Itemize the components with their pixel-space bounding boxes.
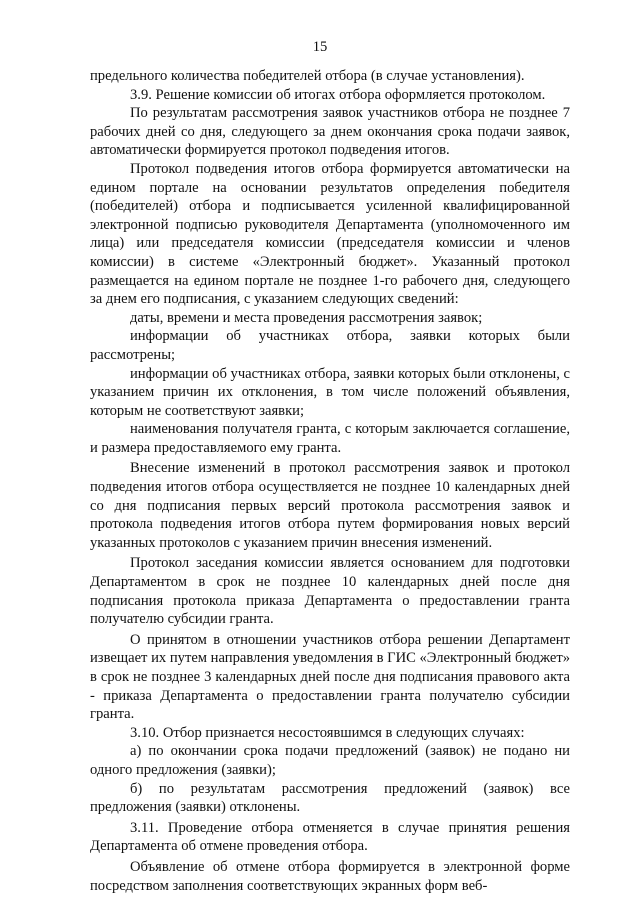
list-item-all-rejected: б) по результатам рассмотрения предложений (заявок) все предложения (заявки) отклонены.: [90, 780, 570, 816]
page-number: 15: [312, 39, 328, 55]
list-item-dates: даты, времени и места проведения рассмотрения заявок;: [130, 309, 483, 326]
paragraph-protocol-changes: Внесение изменений в протокол рассмотрения заявок и протокол подведения итогов отбора осуществляется не позднее 10 календарных дней со дня подписания первых версий протокола рассмотрения заявок и протокола подведения итогов отбора путем формирования новых версий указанных протоколов с указанием причин внесения изменений.: [90, 460, 570, 551]
paragraph-cancellation-notice: Объявление об отмене отбора формируется в электронной форме посредством заполнения соответствующих экранных форм веб-: [90, 858, 570, 894]
paragraph-3-10: 3.10. Отбор признается несостоявшимся в следующих случаях:: [130, 724, 525, 741]
paragraph-notification: О принятом в отношении участников отбора решении Департамент извещает их путем направления уведомления в ГИС «Электронный бюджет» в срок не позднее 3 календарных дней после дня подписания правового акта - приказа Департамента о предоставлении гранта получателю субсидии гранта.: [90, 631, 570, 723]
paragraph-results-protocol: Протокол подведения итогов отбора формируется автоматически на едином портале на основании результатов определения победителя (победителей) отбора и подписывается усиленной квалифицированной электронной подписью руководителя Департамента (уполномоченного им лица) или председателя комиссии (председателя комиссии и членов комиссии) в системе «Электронный бюджет». Указанный протокол размещается на едином портале не позднее 1-го рабочего дня, следующего за днем его подписания, с указанием следующих сведений:: [90, 160, 570, 308]
paragraph-3-9: 3.9. Решение комиссии об итогах отбора оформляется протоколом.: [130, 86, 546, 103]
paragraph-commission-basis: Протокол заседания комиссии является основанием для подготовки Департаментом в срок не позднее 10 календарных дней после дня подписания протокола приказа Департамента о предоставлении гранта получателю субсидии гранта.: [90, 555, 570, 628]
list-item-rejected-participants: информации об участниках отбора, заявки которых были отклонены, с указанием причин их отклонения, в том числе положений объявления, которым не соответствуют заявки;: [90, 365, 570, 419]
paragraph-review-deadline: По результатам рассмотрения заявок участников отбора не позднее 7 рабочих дней со дня, следующего за днем окончания срока подачи заявок, автоматически формируется протокол подведения итогов.: [90, 105, 570, 159]
list-item-no-applications: а) по окончании срока подачи предложений (заявок) не подано ни одного предложения (заявки);: [90, 743, 570, 778]
paragraph-3-11: 3.11. Проведение отбора отменяется в случае принятия решения Департамента об отмене проведения отбора.: [90, 819, 570, 855]
list-item-reviewed-participants: информации об участниках отбора, заявки которых были рассмотрены;: [90, 328, 570, 363]
list-item-grant-recipient: наименования получателя гранта, с которым заключается соглашение, и размера предоставляемого ему гранта.: [90, 421, 570, 456]
document-body: [90, 67, 570, 895]
paragraph-continuation: предельного количества победителей отбора (в случае установления).: [90, 68, 525, 84]
